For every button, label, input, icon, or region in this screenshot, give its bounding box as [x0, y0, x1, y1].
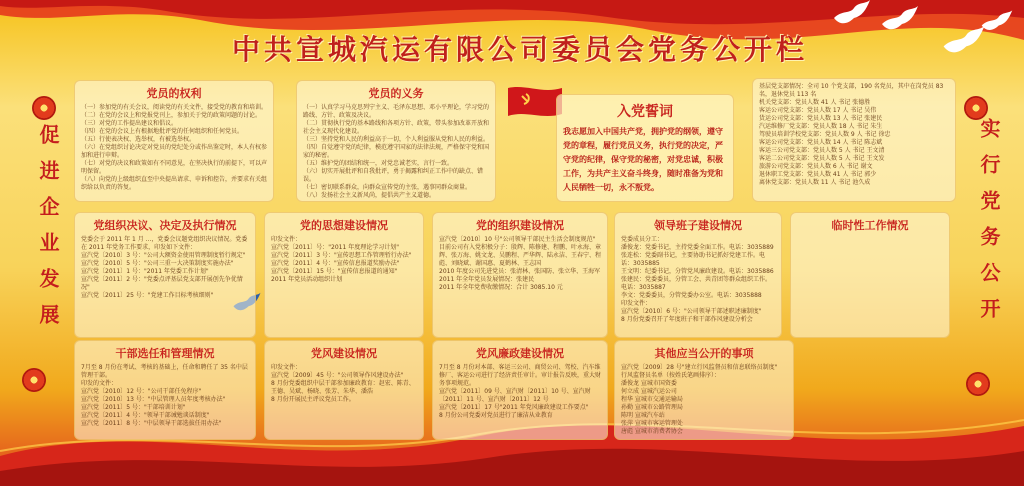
panel-body: 印发文件： 宣汽党〔2009〕45 号："公司领导作风建设办法" 8 月份党委组织中层干部参加廉政教育：赵宏、陈青、王德、吴斌、杨晓、张芳、朱华、潘浩 8 月份开展民主评议党员工作。	[271, 364, 415, 403]
organization-panel	[432, 212, 608, 338]
panel-body: 党委会于 2011 年 1 月 ...，党委会议题党组织决议情况。党委在 2011 年党务工作要求，印发如下文件： 宣汽党〔2010〕3 号："公司大额资金使用管理制度暂行规定" 宣汽党〔2010〕5 号："公司三重一大决策制度实施办法" 宣汽党〔2011〕1 号："2011 年党委工作计划" 宣汽党〔2011〕2 号："党委点评基层党支部开展创先争优情况" 宣汽党〔2011〕25 号："党建工作目标考核细则"	[81, 236, 248, 299]
page-title: 中共宣城汽运有限公司委员会党务公开栏	[231, 33, 808, 66]
ideology-panel	[264, 212, 424, 338]
panel-title: 领导班子建设情况	[654, 219, 742, 232]
dove-icon	[980, 10, 1014, 36]
dove-icon	[880, 6, 920, 36]
panel-title: 干部选任和管理情况	[115, 347, 215, 360]
panel-title: 党风廉政建设情况	[476, 347, 564, 360]
cadres-panel	[74, 340, 256, 440]
panel-body: 印发文件： 宣汽党〔2011〕号："2011 年度理论学习计划" 宣汽党〔2011〕3 号："宣传思想工作管理暂行办法" 宣汽党〔2011〕4 号："宣传信息报道奖励办法" 宣汽党〔2011〕15 号："宣传信息报道的通知" 2011 年党员活动组织计划	[271, 236, 412, 283]
party-branches-panel	[752, 78, 956, 202]
pledge-text: 我志愿加入中国共产党，拥护党的纲领，遵守党的章程，履行党员义务，执行党的决定，严守党的纪律，保守党的秘密，对党忠诚，积极工作，为共产主义奋斗终身，随时准备为党和人民牺牲一切，永不叛党。	[563, 127, 723, 192]
leadership-panel	[614, 212, 782, 338]
panel-body: 宣汽党〔2010〕10 号"公司领导干部民主生活会制度规范" 目前公司有入党积极分子：殷辉、陈修建、程鹏、叶永海、章辉、张万海、姚文龙、吴鹏程、严华辉、陆永洁、王春宁、程彪、刘晓斌、谢国惠、夏鹤林、王志国 2010 年度公司先进党员：张清林、张国防、张立华、王海军 2011 年全年党员发展情况：张建民 2011 年全年党费收缴情况：合计 3085.10 元	[439, 236, 602, 291]
panel-body: 7月至 8 月份对本部、客运三公司、商贸公司、驾校、汽车维修厂、客运公司进行了经济责任审计。审计报告反映，重大财务事项规范。 宣汽党〔2011〕09 号、宣汽财〔2011〕10 号、宣汽财〔2011〕11 号、宣汽财〔2011〕12 号 宣汽党〔2011〕17 号"2011 年党风廉政建设工作要点" 8 月份公司党委对党员进行了廉洁从业教育	[439, 364, 602, 419]
pledge-panel	[556, 94, 734, 202]
pledge-title: 入党誓词	[617, 104, 673, 120]
panel-title: 党的思想建设情况	[300, 219, 388, 232]
panel-body: 7月至 8 月份在考试、考核的基础上，任命和聘任了 35 名中层管理干部。 印发的文件： 宣汽党〔2010〕12 号："公司干部任免程序" 宣汽党〔2010〕13 号："中层管理人员年度考核办法" 宣汽党〔2011〕5 号："干部培训计划" 宣汽党〔2011〕4 号："领导干部诫勉谈话制度" 宣汽党〔2011〕8 号："中层领导干部选拔任用办法"	[81, 364, 248, 427]
panel-title: 其他应当公开的事项	[654, 347, 754, 360]
panel-title: 党员的义务	[368, 87, 424, 100]
panel-title: 党的组织建设情况	[476, 219, 564, 232]
flower-icon	[964, 96, 988, 120]
panel-body: 宣汽党〔2009〕28 号"建立行风监督员和信息联络员制度" 行风监督员名单（按姓氏笔画排序）： 潘俊龙 宣城市国资委 何立成 宣城汽运公司 程华 宣城市交通运输局 孙勤 宣城市公路管理局 陈明 宣城汽车站 张萍 宣城市客运管理处 唐彪 宣城市消费者协会	[621, 364, 778, 435]
flower-icon	[32, 96, 56, 120]
integrity-panel	[432, 340, 608, 440]
panel-body: 党委成员分工： 潘俊龙：党委书记，主持党委全面工作。电话：3035889 张连松：党委副书记，主要协助书记抓好党建工作。电话：3035885 王文明：纪委书记，分管党风廉政建设。电话：3035886 张建民：党委委员，分管工会、共青团等群众组织工作。电话：3035887 李文：党委委员，分管党委办公室。电话：3035888 印发文件： 宣汽党〔2010〕6 号："公司领导干部述职述廉制度" 8 月份党委召开了年度班子和干部作风建设分析会	[621, 236, 774, 323]
other-matters-panel	[614, 340, 794, 440]
left-slogan: 促进企业发展	[36, 124, 60, 340]
flower-icon	[966, 372, 990, 396]
panel-title: 党员的权利	[146, 87, 202, 100]
dove-icon	[832, 0, 872, 30]
flower-icon	[22, 368, 46, 392]
panel-body: 基层党支部情况：全司 10 个党支部，190 名党员，其中在岗党员 83 名，退休党员 113 名 机关党支部：党员人数 41 人 书记 张德胜 客运公司党支部：党员人数 17 人 书记 吴伟 货运公司党支部：党员人数 13 人 书记 张建民 汽运维修厂党支部：党员人数 18 人 书记 朱生 驾驶员培训学校党支部：党员人数 9 人 书记 徐忠 客运公司党支部：党员人数 14 人 书记 陈志斌 客运三公司党支部：党员人数 5 人 书记 王文清 客运二公司党支部：党员人数 5 人 书记 王文发 旅游公司党支部：党员人数 6 人 书记 谢文 退休职工党支部：党员人数 41 人 书记 郭少 离休党支部：党员人数 11 人 书记 池久成	[759, 83, 944, 186]
temporary-work-panel	[790, 212, 950, 338]
panel-title: 临时性工作情况	[831, 219, 909, 232]
right-slogan: 实行党务公开	[977, 118, 1001, 334]
party-member-duties-panel	[296, 80, 496, 202]
decisions-panel	[74, 212, 256, 338]
panel-body: （一）认真学习马克思列宁主义、毛泽东思想、邓小平理论，学习党的路线、方针、政策及决议。 （二）贯彻执行党的基本路线和各项方针、政策，带头参加改革开放和社会主义现代化建设。 （三）坚持党和人民的利益高于一切，个人利益服从党和人民的利益。 （四）自觉遵守党的纪律，模范遵守国家的法律法规，严格保守党和国家的秘密。 （五）维护党的团结和统一，对党忠诚老实，言行一致。 （六）切实开展批评和自我批评，勇于揭露和纠正工作中的缺点、错误。 （七）密切联系群众，向群众宣传党的主张，遇事同群众商量。 （八）发扬社会主义新风尚，提倡共产主义道德。	[303, 104, 490, 199]
panel-body: （一）参加党的有关会议，阅读党的有关文件，接受党的教育和培训。 （二）在党的会议上和党报党刊上，参加关于党的政策问题的讨论。 （三）对党的工作提出建议和倡议。 （四）在党的会议上有根据地批评党的任何组织和任何党员。 （五）行使表决权、选举权，有被选举权。 （六）在党组织讨论决定对党员的党纪处分或作出鉴定时，本人有权参加和进行申辩。 （七）对党的决议和政策如有不同意见，在坚决执行的前提下，可以声明保留。 （八）向党的上级组织直至中央提出请求、申诉和控告，并要求有关组织给以负责的答复。	[81, 104, 268, 191]
party-member-rights-panel	[74, 80, 274, 202]
style-panel	[264, 340, 424, 440]
panel-title: 党组织决议、决定及执行情况	[93, 219, 237, 232]
panel-title: 党风建设情况	[311, 347, 377, 360]
